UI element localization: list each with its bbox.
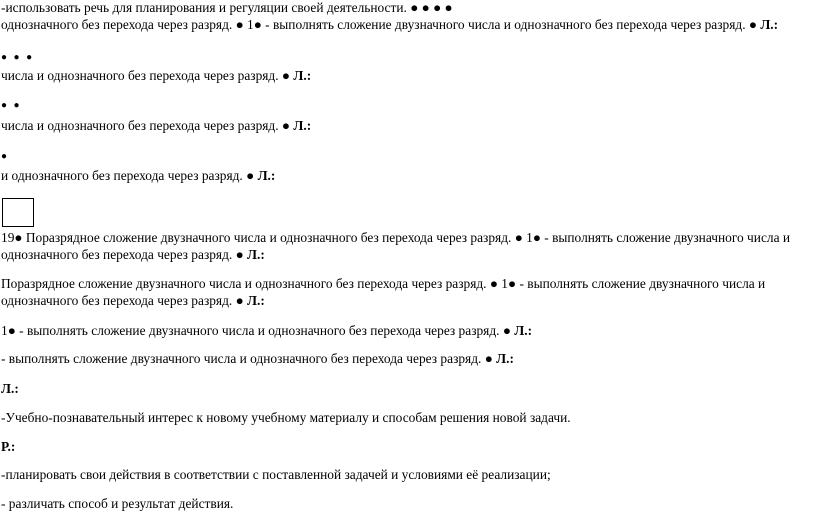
bullet-dots-2: ● ● — [1, 100, 22, 111]
text-line-addition-2 — [1, 68, 311, 84]
text-content: 19● Поразрядное сложение двузначного числа и однозначного без перехода через разряд. ● 1● - выполнять сложение двузначного числа и однозначного без перехода через разряд. ● — [1, 230, 791, 262]
label-l: Л.: — [290, 68, 312, 83]
text-line-addition-4 — [1, 168, 275, 184]
bullet-dots-1: ● — [1, 151, 10, 162]
text-content: -использовать речь для планирования и регуляции своей деятельности. ● ● ● ● — [1, 0, 453, 15]
text-line-interest: -Учебно-познавательный интерес к новому учебному материалу и способам решения новой задачи. — [1, 410, 571, 425]
label-l: Л.: — [756, 17, 779, 32]
text-content: 1● - выполнять сложение двузначного числа и однозначного без перехода через разряд. ● — [1, 323, 511, 338]
label-l: Л.: — [290, 118, 312, 133]
label-l: Л.: — [492, 351, 514, 366]
label-l: Л.: — [254, 168, 276, 183]
text-line-distinguish: - различать способ и результат действия. — [1, 496, 234, 511]
text-line-planning: -планировать свои действия в соответствии с поставленной задачей и условиями её реализации; — [1, 467, 551, 482]
text-line-addition-6 — [1, 351, 514, 367]
label-l: Л.: — [243, 247, 265, 262]
text-content: Поразрядное сложение двузначного числа и однозначного без перехода через разряд. ● 1● - выполнять сложение двузначного числа и однозначного без перехода через разряд. ● — [1, 276, 766, 308]
paragraph-19 — [1, 229, 801, 263]
text-content: числа и однозначного без перехода через разряд. ● — [1, 68, 291, 83]
empty-box — [2, 198, 34, 227]
text-line-addition-1 — [1, 17, 778, 33]
label-l: Л.: — [243, 293, 265, 308]
paragraph-digit-addition — [1, 275, 801, 309]
text-line-speech — [1, 0, 453, 16]
text-content: - выполнять сложение двузначного числа и однозначного без перехода через разряд. ● — [1, 351, 493, 366]
label-l: Л.: — [510, 323, 533, 338]
bullet-dots-3: ● ● ● — [1, 52, 35, 63]
text-line-addition-3 — [1, 118, 311, 134]
text-content: и однозначного без перехода через разряд. ● — [1, 168, 255, 183]
text-content: числа и однозначного без перехода через разряд. ● — [1, 118, 291, 133]
text-line-addition-5 — [1, 323, 532, 339]
heading-regulatory: Р.: — [1, 439, 16, 454]
text-content: однозначного без перехода через разряд. ● 1● - выполнять сложение двузначного числа и однозначного без перехода через разряд. ● — [1, 17, 757, 32]
heading-personal: Л.: — [1, 381, 19, 396]
